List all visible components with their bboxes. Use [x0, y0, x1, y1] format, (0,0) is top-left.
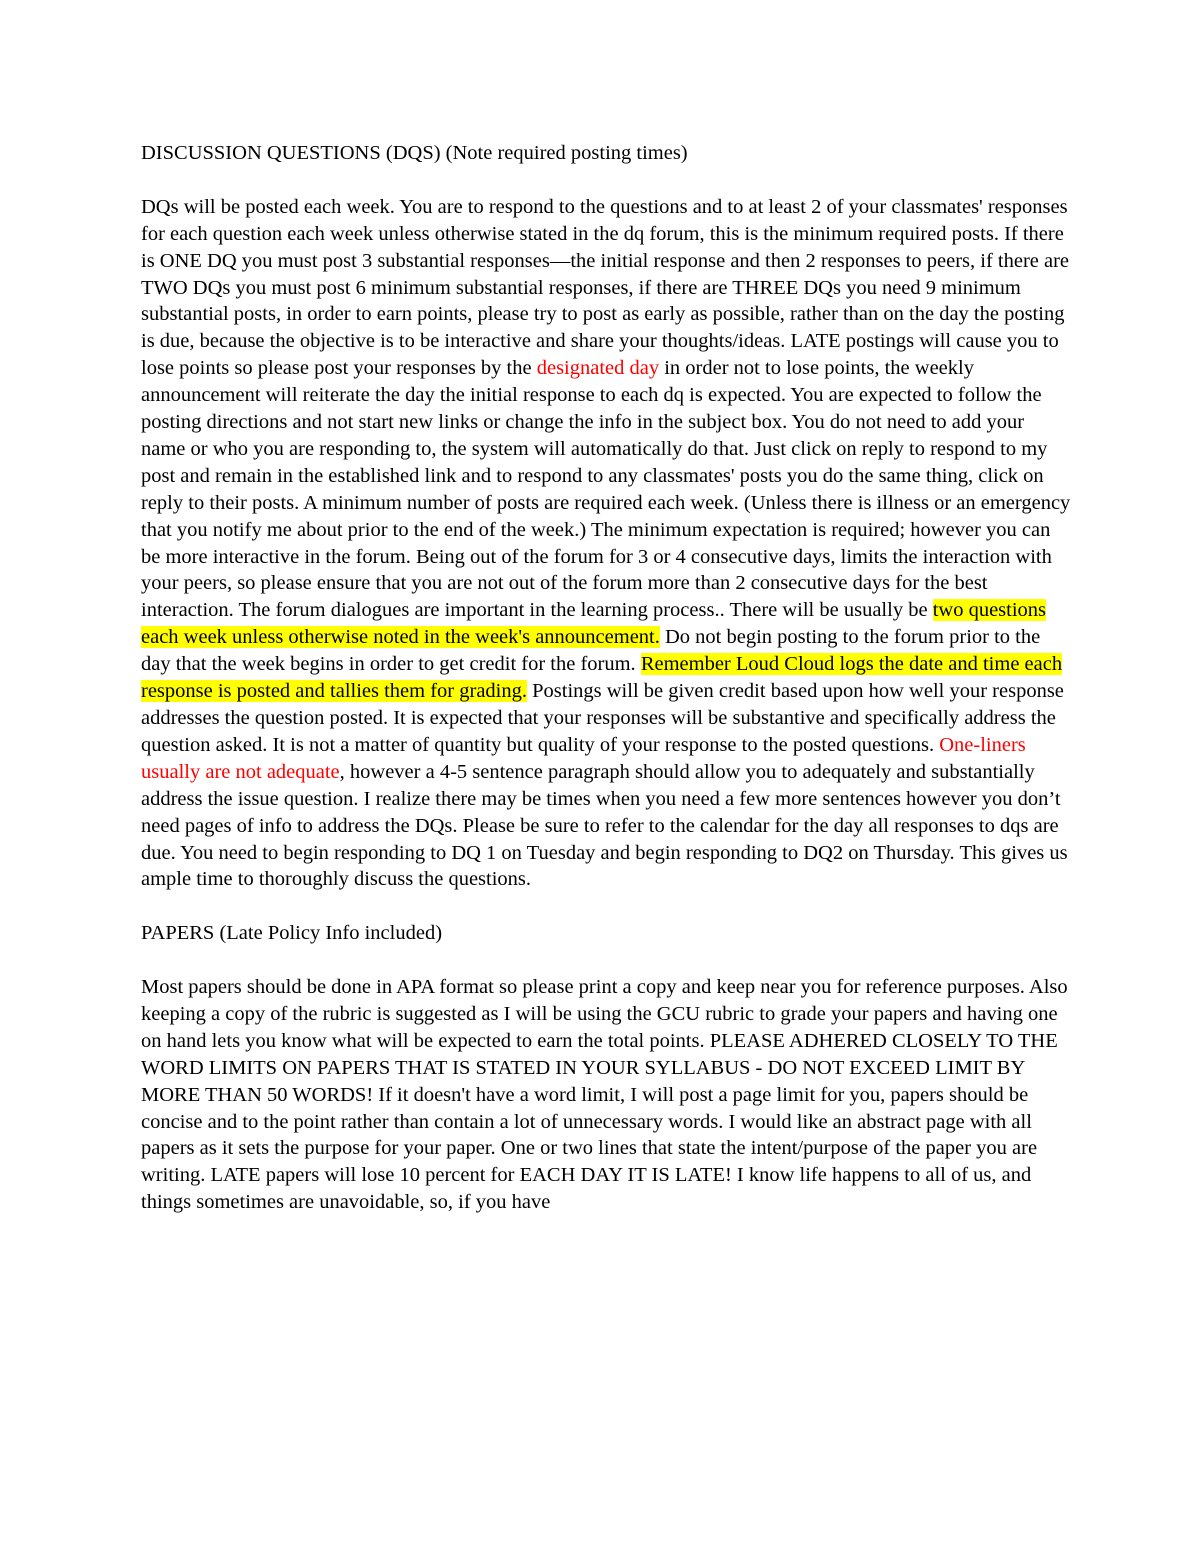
papers-heading: PAPERS (Late Policy Info included)	[141, 922, 443, 945]
dq-text-part-5: , however a 4-5 sentence paragraph should allow you to adequately and substantially address the issue question. I realize there may be times when you need a few more sentences however you don’t need pages of info to address the DQs. Please be sure to refer to the calendar for the day all responses to dqs are due. You need to begin responding to DQ 1 on Tuesday and begin responding to DQ2 on Thursday. This gives us ample time to thoroughly discuss the questions.	[141, 760, 1068, 891]
document-body	[141, 140, 1071, 1243]
dq-text-part-2: in order not to lose points, the weekly announcement will reiterate the day the initial response to each dq is expected. You are expected to follow the posting directions and not start new links or change the info in the subject box. You do not need to add your name or who you are responding to, the system will automatically do that. Just click on reply to respond to my post and remain in the established link and to respond to any classmates' posts you do the same thing, click on reply to their posts. A minimum number of posts are required each week. (Unless there is illness or an emergency that you notify me about prior to the end of the week.) The minimum expectation is required; however you can be more interactive in the forum. Being out of the forum for 3 or 4 consecutive days, limits the interaction with your peers, so please ensure that you are not out of the forum more than 2 consecutive days for the best interaction. The forum dialogues are important in the learning process.. There will be usually be	[141, 357, 1071, 622]
dq-text-part-3: Do not begin posting to the forum prior to the day that the week begins in order to get credit for the forum.	[141, 626, 1041, 676]
dq-text-part-4: Postings will be given credit based upon how well your response addresses the question posted. It is expected that your responses will be substantive and specifically address the question asked. It is not a matter of quantity but quality of your response to the posted questions.	[141, 680, 1064, 756]
dq-text-part-1: DQs will be posted each week. You are to respond to the questions and to at least 2 of your classmates' responses for each question each week unless otherwise stated in the dq forum, this is the minimum required posts. If there is ONE DQ you must post 3 substantial responses—the initial response and then 2 responses to peers, if there are TWO DQs you must post 6 minimum substantial responses, if there are THREE DQs you need 9 minimum substantial posts, in order to earn points, please try to post as early as possible, rather than on the day the posting is due, because the objective is to be interactive and share your thoughts/ideas. LATE postings will cause you to lose points so please post your responses by the	[141, 195, 1070, 380]
one-liners-emphasis: One-liners usually are not adequate	[141, 733, 1026, 783]
loud-cloud-highlight: Remember Loud Cloud logs the date and time each response is posted and tallies them for grading.	[141, 653, 1063, 703]
two-questions-highlight: two questions each week unless otherwise noted in the week's announcement.	[141, 599, 1047, 649]
discussion-questions-heading: DISCUSSION QUESTIONS (DQS) (Note required posting times)	[141, 142, 688, 164]
papers-paragraph: Most papers should be done in APA format so please print a copy and keep near you for reference purposes. Also keeping a copy of the rubric is suggested as I will be using the GCU rubric to grade your papers and having one on hand lets you know what will be expected to earn the total points. PLEASE ADHERED CLOSELY TO THE WORD LIMITS ON PAPERS THAT IS STATED IN YOUR SYLLABUS - DO NOT EXCEED LIMIT BY MORE THAN 50 WORDS! If it doesn't have a word limit, I will post a page limit for you, papers should be concise and to the point rather than contain a lot of unnecessary words. I would like an abstract page with all papers as it sets the purpose for your paper. One or two lines that state the intent/purpose of the paper you are writing. LATE papers will lose 10 percent for EACH DAY IT IS LATE! I know life happens to all of us, and things sometimes are unavoidable, so, if you have	[141, 976, 1068, 1214]
designated-day-emphasis: designated day	[536, 357, 660, 380]
discussion-questions-paragraph	[141, 194, 1071, 894]
